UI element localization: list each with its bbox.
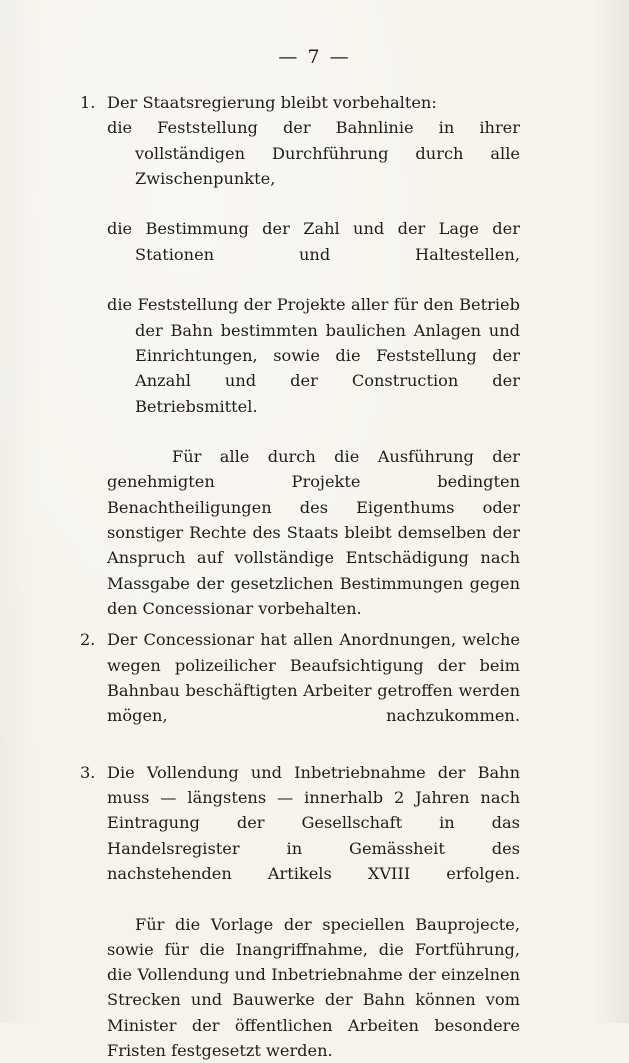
item-number: 2.: [80, 627, 95, 652]
item-number: 3.: [80, 760, 95, 785]
page-number: — 7 —: [0, 46, 629, 68]
list-item-1: [80, 90, 520, 115]
list-item-3: [80, 760, 520, 912]
list-item-2: [80, 627, 520, 753]
subitem-projekte: die Feststellung der Projekte aller für den Betrieb der Bahn bestimmten baulichen Anlagen und Einrichtungen, sowie die Feststellung der Anzahl und der Construction der Betriebsmittel.: [107, 292, 520, 444]
subitem-stationen: die Bestimmung der Zahl und der Lage der Stationen und Haltestellen,: [107, 216, 520, 292]
subitem-bahnlinie: die Feststellung der Bahnlinie in ihrer vollständigen Durchführung durch alle Zwischenpunkte,: [107, 115, 520, 216]
item-text: Der Concessionar hat allen Anordnungen, welche wegen polizeilicher Beaufsichtigung der beim Bahnbau beschäftigten Arbeiter getroffen werden mögen, nachzukommen.: [107, 630, 520, 725]
item-lead-text: Der Staatsregierung bleibt vorbehalten:: [107, 93, 437, 112]
paragraph-entschaedigung: Für alle durch die Ausführung der genehmigten Projekte bedingten Benachtheiligungen des Eigenthums oder sonstiger Rechte des Staats bleibt demselben der Anspruch auf vollständige Entschädigung nach Massgabe der gesetzlichen Bestimmungen gegen den Concessionar vorbehalten.: [107, 444, 520, 621]
item-number: 1.: [80, 90, 95, 115]
item-text: Die Vollendung und Inbetriebnahme der Bahn muss — längstens — innerhalb 2 Jahren nach Eintragung der Gesellschaft in das Handelsregister in Gemässheit des nachstehenden Artikels XVIII erfolgen.: [107, 763, 520, 883]
page-body: [80, 90, 520, 1063]
paragraph-fristen: Für die Vorlage der speciellen Bauprojecte, sowie für die Inangriffnahme, die Fortführung, die Vollendung und Inbetriebnahme der einzelnen Strecken und Bauwerke der Bahn können vom Minister der öffentlichen Arbeiten besondere Fristen festgesetzt werden.: [107, 912, 520, 1063]
